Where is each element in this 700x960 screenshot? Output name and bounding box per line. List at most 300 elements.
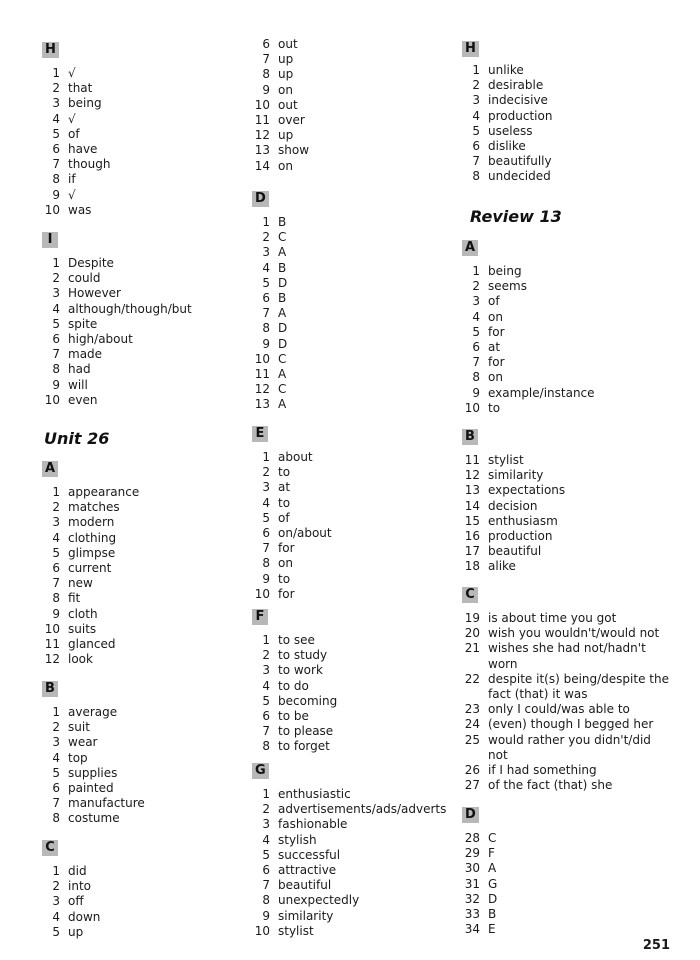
answer-item xyxy=(252,397,287,412)
answer-item xyxy=(42,188,110,203)
answer-text: off xyxy=(68,894,84,909)
answer-item xyxy=(42,910,100,925)
answer-item xyxy=(462,370,595,385)
answer-number: 2 xyxy=(52,879,60,894)
answer-item xyxy=(462,154,552,169)
answer-item xyxy=(42,96,110,111)
answer-item xyxy=(42,735,145,750)
section-letter: H xyxy=(462,41,479,57)
answer-number: 8 xyxy=(262,321,270,336)
answer-number: 9 xyxy=(262,908,270,923)
answer-text: B xyxy=(278,260,287,275)
answer-text: though xyxy=(68,157,111,172)
answer-number: 12 xyxy=(254,382,270,397)
answer-item xyxy=(252,382,287,397)
answer-number: 10 xyxy=(464,400,480,415)
answer-number: 1 xyxy=(262,787,270,801)
answer-text: up xyxy=(278,52,294,67)
section-letter: H xyxy=(42,42,59,58)
answer-item xyxy=(462,169,552,184)
answer-number: 2 xyxy=(52,720,60,735)
answer-text: suits xyxy=(68,621,97,636)
answer-number: 5 xyxy=(52,924,60,939)
answer-item xyxy=(42,607,139,622)
answer-number: 4 xyxy=(52,111,60,126)
answer-item xyxy=(462,294,595,309)
answer-text: beautifully xyxy=(488,154,552,169)
answer-item xyxy=(252,98,309,113)
col3-section-a xyxy=(462,236,595,416)
answer-text: look xyxy=(68,652,93,667)
col1-section-h xyxy=(42,38,110,218)
answer-text: fashionable xyxy=(278,817,348,832)
answer-text: on xyxy=(278,158,293,173)
answer-number: 4 xyxy=(262,678,270,693)
answer-text: would rather you didn't/did not xyxy=(488,732,651,762)
answer-text: becoming xyxy=(278,693,338,708)
answer-number: 22 xyxy=(464,671,480,686)
answer-text: being xyxy=(68,96,102,111)
answer-text: alike xyxy=(488,559,516,574)
answer-item xyxy=(462,626,673,641)
answer-item xyxy=(252,83,309,98)
answer-text: was xyxy=(68,202,92,217)
answer-number: 2 xyxy=(52,271,60,286)
answer-number: 5 xyxy=(52,316,60,331)
answer-item xyxy=(462,529,565,544)
answer-text: current xyxy=(68,560,112,575)
answer-text: to xyxy=(488,400,501,415)
answer-text: D xyxy=(488,891,498,906)
answer-text: down xyxy=(68,909,101,924)
answer-item xyxy=(462,468,565,483)
answer-number: 6 xyxy=(52,780,60,795)
answer-item xyxy=(42,271,192,286)
answer-number: 3 xyxy=(472,294,480,309)
answer-number: 10 xyxy=(254,97,270,112)
answer-item xyxy=(42,157,110,172)
answer-text: supplies xyxy=(68,765,118,780)
answer-list xyxy=(252,37,309,174)
answer-number: 10 xyxy=(44,621,60,636)
answer-item xyxy=(252,848,446,863)
review-heading: Review 13 xyxy=(470,207,562,226)
answer-text: to forget xyxy=(278,739,330,754)
answer-number: 2 xyxy=(52,500,60,515)
answer-number: 5 xyxy=(52,765,60,780)
answer-item xyxy=(42,362,192,377)
answer-text: have xyxy=(68,141,98,156)
answer-text: over xyxy=(278,112,305,127)
answer-item xyxy=(462,611,673,626)
answer-number: 6 xyxy=(52,331,60,346)
answer-item xyxy=(252,352,287,367)
answer-number: 12 xyxy=(254,128,270,143)
answer-text: if xyxy=(68,172,76,187)
answer-text: B xyxy=(278,290,287,305)
answer-text: on xyxy=(278,82,293,97)
section-letter: A xyxy=(42,461,58,477)
answer-text: similarity xyxy=(278,908,334,923)
answer-item xyxy=(252,159,309,174)
answer-text: is about time you got xyxy=(488,611,617,625)
answer-item xyxy=(252,648,337,663)
answer-text: √ xyxy=(68,66,76,80)
col1-section-b xyxy=(42,677,145,827)
answer-text: undecided xyxy=(488,169,551,184)
answer-item xyxy=(42,127,110,142)
answer-number: 6 xyxy=(262,290,270,305)
answer-item xyxy=(252,52,309,67)
answer-number: 7 xyxy=(52,347,60,362)
answer-number: 13 xyxy=(254,397,270,412)
answer-item xyxy=(42,203,110,218)
answer-number: 5 xyxy=(52,545,60,560)
answer-item xyxy=(252,541,332,556)
answer-item xyxy=(462,514,565,529)
answer-text: unlike xyxy=(488,63,524,77)
answer-text: on xyxy=(488,309,503,324)
answer-number: 9 xyxy=(52,377,60,392)
answer-list xyxy=(42,485,139,667)
answer-item xyxy=(252,337,287,352)
answer-number: 4 xyxy=(262,260,270,275)
answer-number: 1 xyxy=(262,633,270,647)
answer-text: D xyxy=(278,321,288,336)
answer-number: 7 xyxy=(262,541,270,556)
answer-text: on xyxy=(278,556,293,571)
answer-item xyxy=(42,796,145,811)
section-letter: D xyxy=(462,807,479,823)
answer-number: 21 xyxy=(464,641,480,656)
answer-text: (even) though I begged her xyxy=(488,717,654,732)
answer-text: F xyxy=(488,846,495,861)
answer-item xyxy=(252,679,337,694)
answer-item xyxy=(252,67,309,82)
answer-text: to please xyxy=(278,724,334,739)
answer-text: stylish xyxy=(278,832,317,847)
answer-item xyxy=(462,264,595,279)
answer-item xyxy=(462,877,497,892)
answer-text: useless xyxy=(488,123,533,138)
answer-number: 33 xyxy=(464,906,480,921)
answer-text: out xyxy=(278,97,298,112)
section-letter: I xyxy=(42,232,58,248)
answer-number: 10 xyxy=(254,351,270,366)
answer-item xyxy=(252,633,337,648)
answer-item xyxy=(42,576,139,591)
answer-text: of xyxy=(68,126,80,141)
answer-item xyxy=(42,925,100,940)
col1-section-c xyxy=(42,836,100,940)
answer-text: of xyxy=(278,510,290,525)
answer-text: to xyxy=(278,465,291,480)
col3-section-h xyxy=(462,37,552,185)
answer-number: 7 xyxy=(52,157,60,172)
answer-text: to work xyxy=(278,663,323,678)
answer-number: 1 xyxy=(52,485,60,499)
answer-text: A xyxy=(278,397,287,412)
answer-text: enthusiastic xyxy=(278,787,351,801)
answer-number: 5 xyxy=(262,275,270,290)
answer-item xyxy=(42,112,110,127)
section-letter: C xyxy=(42,840,58,856)
answer-item xyxy=(42,894,100,909)
answer-number: 10 xyxy=(44,202,60,217)
answer-text: wishes she had not/hadn't worn xyxy=(488,641,646,671)
answer-number: 6 xyxy=(262,708,270,723)
answer-item xyxy=(252,496,332,511)
answer-item xyxy=(252,261,287,276)
answer-text: to see xyxy=(278,633,315,647)
answer-number: 9 xyxy=(262,336,270,351)
answer-number: 26 xyxy=(464,763,480,778)
answer-item xyxy=(462,892,497,907)
answer-number: 9 xyxy=(52,187,60,202)
answer-item xyxy=(252,556,332,571)
answer-item xyxy=(42,720,145,735)
answer-number: 3 xyxy=(262,663,270,678)
answer-number: 3 xyxy=(52,515,60,530)
answer-text: beautiful xyxy=(488,544,542,559)
answer-item xyxy=(252,276,287,291)
answer-number: 9 xyxy=(262,571,270,586)
col1-section-a xyxy=(42,457,139,667)
answer-number: 19 xyxy=(464,611,480,625)
answer-list xyxy=(42,66,110,218)
answer-item xyxy=(252,37,309,52)
section-letter: E xyxy=(252,426,268,442)
answer-number: 10 xyxy=(44,392,60,407)
answer-item xyxy=(462,279,595,294)
answer-item xyxy=(462,325,595,340)
answer-text: about xyxy=(278,450,313,464)
answer-item xyxy=(252,367,287,382)
answer-text: suit xyxy=(68,720,90,735)
answer-number: 7 xyxy=(262,306,270,321)
answer-number: 29 xyxy=(464,846,480,861)
answer-number: 6 xyxy=(52,141,60,156)
answer-text: A xyxy=(278,245,287,260)
answer-item xyxy=(462,907,497,922)
answer-list xyxy=(462,453,565,575)
answer-number: 15 xyxy=(464,513,480,528)
answer-item xyxy=(252,526,332,541)
answer-number: 8 xyxy=(52,811,60,826)
answer-item xyxy=(252,113,309,128)
col2-section-f xyxy=(252,605,337,755)
answer-item xyxy=(252,465,332,480)
answer-text: C xyxy=(278,351,287,366)
answer-text: of the fact (that) she xyxy=(488,778,613,793)
answer-item xyxy=(42,378,192,393)
col3-section-d xyxy=(462,803,497,937)
answer-text: at xyxy=(278,480,291,495)
answer-text: similarity xyxy=(488,468,544,483)
col2-section-e xyxy=(252,422,332,602)
answer-text: out xyxy=(278,37,298,51)
answer-list xyxy=(252,215,287,412)
answer-text: decision xyxy=(488,498,538,513)
answer-list xyxy=(252,450,332,602)
answer-text: production xyxy=(488,108,553,123)
answer-text: glimpse xyxy=(68,545,116,560)
answer-item xyxy=(462,861,497,876)
answer-text: stylist xyxy=(488,453,524,467)
answer-text: could xyxy=(68,271,101,286)
answer-number: 8 xyxy=(472,169,480,184)
answer-item xyxy=(462,63,552,78)
answer-number: 7 xyxy=(262,724,270,739)
answer-item xyxy=(42,561,139,576)
answer-number: 4 xyxy=(472,108,480,123)
answer-text: only I could/was able to xyxy=(488,702,630,717)
answer-number: 4 xyxy=(52,909,60,924)
answer-text: up xyxy=(278,128,294,143)
section-letter: F xyxy=(252,609,268,625)
answer-item xyxy=(252,128,309,143)
answer-text: painted xyxy=(68,780,114,795)
answer-item xyxy=(42,172,110,187)
answer-text: attractive xyxy=(278,862,337,877)
answer-number: 24 xyxy=(464,717,480,732)
answer-number: 9 xyxy=(472,385,480,400)
answer-item xyxy=(252,724,337,739)
answer-number: 2 xyxy=(262,230,270,245)
answer-number: 16 xyxy=(464,528,480,543)
answer-number: 2 xyxy=(52,81,60,96)
answer-number: 5 xyxy=(52,126,60,141)
answer-item xyxy=(462,78,552,93)
answer-item xyxy=(252,863,446,878)
answer-number: 6 xyxy=(472,138,480,153)
answer-text: A xyxy=(278,306,287,321)
answer-number: 2 xyxy=(262,465,270,480)
answer-number: 7 xyxy=(472,355,480,370)
answer-number: 3 xyxy=(262,817,270,832)
answer-text: √ xyxy=(68,111,76,126)
answer-number: 10 xyxy=(254,586,270,601)
answer-text: enthusiasm xyxy=(488,513,558,528)
section-letter: C xyxy=(462,587,478,603)
answer-text: indecisive xyxy=(488,93,548,108)
answer-text: example/instance xyxy=(488,385,595,400)
answer-text: for xyxy=(488,324,505,339)
answer-item xyxy=(42,622,139,637)
col1-section-i xyxy=(42,228,192,408)
answer-text: cloth xyxy=(68,606,98,621)
answer-number: 3 xyxy=(472,93,480,108)
answer-number: 12 xyxy=(464,468,480,483)
col2-section-g xyxy=(252,759,446,939)
answer-item xyxy=(252,924,446,939)
col2-section-d xyxy=(252,187,287,412)
answer-text: successful xyxy=(278,847,341,862)
answer-text: even xyxy=(68,392,98,407)
answer-text: up xyxy=(278,67,294,82)
answer-number: 4 xyxy=(262,832,270,847)
answer-number: 6 xyxy=(262,37,270,51)
answer-number: 27 xyxy=(464,778,480,793)
answer-item xyxy=(462,401,595,416)
section-letter: A xyxy=(462,240,478,256)
answer-text: new xyxy=(68,576,93,591)
answer-item xyxy=(462,672,673,702)
answer-text: for xyxy=(278,541,295,556)
answer-item xyxy=(252,833,446,848)
answer-number: 5 xyxy=(472,324,480,339)
answer-number: 2 xyxy=(472,279,480,294)
answer-number: 4 xyxy=(52,301,60,316)
answer-item xyxy=(462,139,552,154)
answer-item xyxy=(42,332,192,347)
answer-number: 13 xyxy=(464,483,480,498)
answer-number: 8 xyxy=(262,739,270,754)
answer-number: 31 xyxy=(464,876,480,891)
answer-text: up xyxy=(68,924,84,939)
answer-text: on xyxy=(488,370,503,385)
answer-text: show xyxy=(278,143,310,158)
answer-text: although/though/but xyxy=(68,301,192,316)
answer-number: 8 xyxy=(52,172,60,187)
answer-item xyxy=(42,811,145,826)
answer-item xyxy=(42,485,139,500)
answer-item xyxy=(42,302,192,317)
answer-text: √ xyxy=(68,187,76,202)
answer-text: D xyxy=(278,336,288,351)
answer-text: being xyxy=(488,264,522,278)
answer-list xyxy=(42,256,192,408)
answer-text: for xyxy=(488,355,505,370)
answer-number: 4 xyxy=(52,750,60,765)
answer-item xyxy=(42,81,110,96)
answer-item xyxy=(252,709,337,724)
answer-number: 34 xyxy=(464,922,480,937)
answer-number: 1 xyxy=(52,705,60,719)
answer-number: 14 xyxy=(254,158,270,173)
answer-item xyxy=(462,340,595,355)
answer-text: costume xyxy=(68,811,120,826)
answer-text: dislike xyxy=(488,138,526,153)
answer-item xyxy=(42,142,110,157)
answer-number: 8 xyxy=(52,362,60,377)
answer-text: will xyxy=(68,377,88,392)
answer-item xyxy=(462,717,673,732)
answer-number: 4 xyxy=(472,309,480,324)
answer-text: spite xyxy=(68,316,98,331)
answer-list xyxy=(462,63,552,185)
answer-item xyxy=(462,733,673,763)
answer-text: glanced xyxy=(68,636,116,651)
answer-number: 4 xyxy=(52,530,60,545)
answer-text: G xyxy=(488,876,498,891)
answer-item xyxy=(462,109,552,124)
answer-item xyxy=(252,909,446,924)
answer-item xyxy=(252,587,332,602)
answer-text: production xyxy=(488,528,553,543)
answer-number: 30 xyxy=(464,861,480,876)
answer-number: 1 xyxy=(472,264,480,278)
answer-item xyxy=(462,124,552,139)
answer-number: 11 xyxy=(254,112,270,127)
answer-text: fit xyxy=(68,591,81,606)
answer-list xyxy=(252,633,337,755)
answer-text: unexpectedly xyxy=(278,893,360,908)
answer-text: B xyxy=(488,906,497,921)
answer-text: C xyxy=(278,230,287,245)
answer-text: to xyxy=(278,571,291,586)
answer-number: 3 xyxy=(262,245,270,260)
